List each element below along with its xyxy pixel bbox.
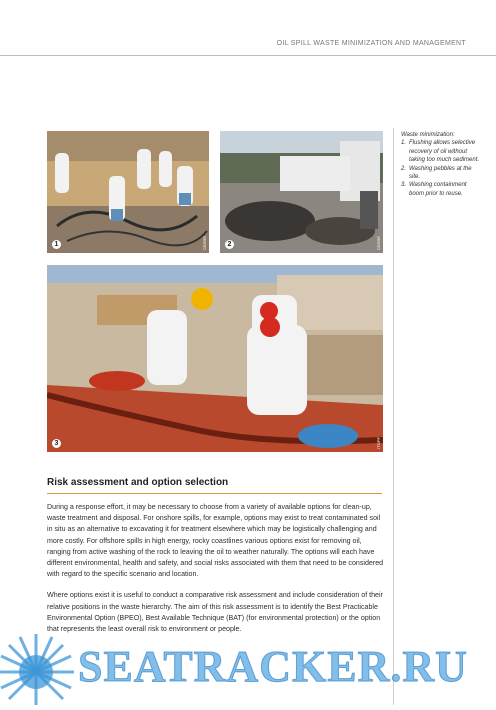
body-paragraph: Where options exist it is useful to conduct a comparative risk assessment and include consideration of their relative positions in the waste hierarchy. The aim of this risk assessment is to identify the Best Practicable Environmental Option (BPEO), Best Available Technique (BAT) (for environmental protection) or the option that represents the least overall risk to environment or people. <box>47 591 383 634</box>
caption-title: Waste minimization: <box>401 132 455 138</box>
caption-item <box>401 165 481 182</box>
caption-item-text: Washing containment boom prior to reuse. <box>409 182 467 197</box>
photo-washing-boom-image <box>47 265 383 452</box>
caption-item <box>401 181 481 198</box>
photo-flushing-image <box>47 131 209 253</box>
section-body <box>47 502 384 645</box>
caption-item-text: Washing pebbles at the site. <box>409 165 472 181</box>
photo-flushing <box>47 131 209 253</box>
photo-washing-pebbles <box>220 131 383 253</box>
caption-list <box>401 139 481 198</box>
running-header-title: OIL SPILL WASTE MINIMIZATION AND MANAGEMENT <box>276 40 466 47</box>
caption-item-number: 1. <box>401 140 407 147</box>
photo-credit: CEDRE <box>202 235 207 250</box>
section-heading: Risk assessment and option selection <box>47 477 382 494</box>
sidebar-divider <box>393 128 394 705</box>
photo-number-badge: 2 <box>225 240 234 249</box>
caption-item <box>401 139 481 164</box>
caption-item-number: 2. <box>401 165 407 172</box>
photo-number-badge: 3 <box>52 439 61 448</box>
photo-number-badge: 1 <box>52 240 61 249</box>
photo-credit: CEDRE <box>376 235 381 250</box>
body-paragraph: During a response effort, it may be necessary to choose from a variety of available options for clean-up, waste treatment and disposal. For onshore spills, for example, options may exist to treat contaminated soil in situ as an alternative to excavating it for treatment elsewhere which may be logistically challenging and more costly. For offshore spills in high energy, rocky coastlines various options exist for removing oil, ranging from active washing of the rock to leaving the oil to weather naturally. The options will each have different environmental, health and safety, and social risks associated with them that need to be considered with regard to the specific scenario and location. <box>47 503 384 579</box>
caption-item-number: 3. <box>401 182 407 189</box>
photo-caption <box>401 131 481 198</box>
photo-washing-pebbles-image <box>220 131 383 253</box>
watermark-text: SEATRACKER.RU <box>78 642 468 691</box>
caption-item-text: Flushing allows selective recovery of oil without taking too much sediment. <box>409 140 480 164</box>
header-divider <box>0 55 496 56</box>
photo-washing-boom <box>47 265 383 452</box>
photo-credit: ITOPF <box>376 437 381 449</box>
